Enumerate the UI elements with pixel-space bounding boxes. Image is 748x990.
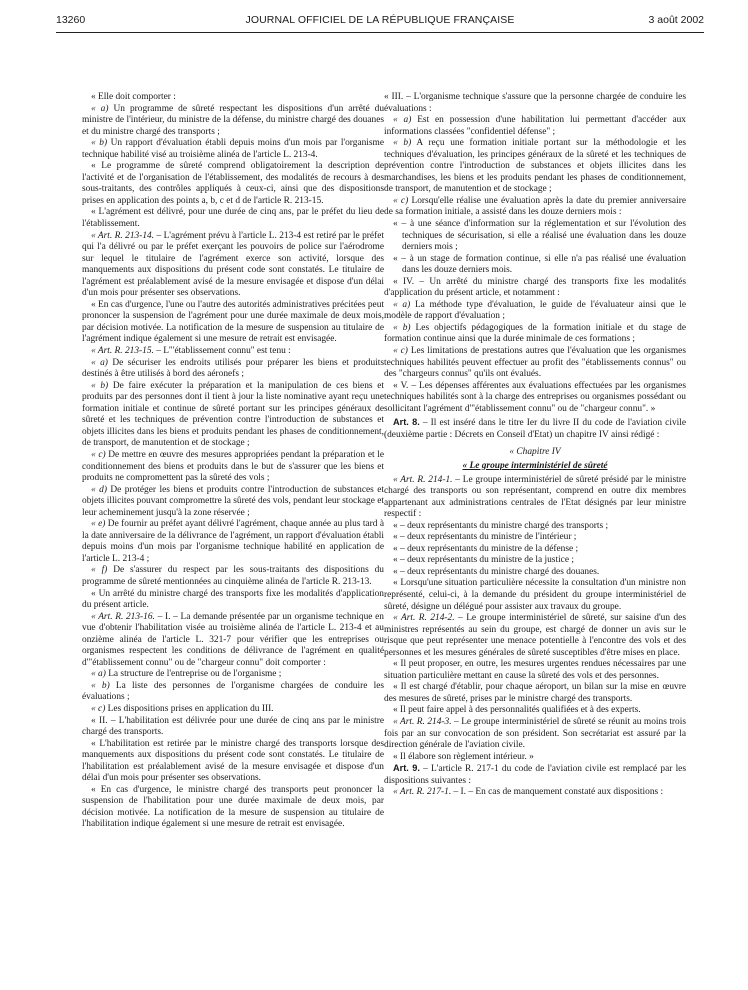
paragraph-text: A reçu une formation initiale portant sur la méthodologie et les techniques d'évaluation, les principes généraux de la sûreté et les techniques de prévention contre l'introduction de substances et objets illicites dans les marchandises, les biens et les produits pendant les phases de conditionnement, de transport, de manutention et de stockage ; [384,138,686,195]
paragraph-text: « Lorsqu'une situation particulière nécessite la consultation d'un ministre non représenté, celui-ci, à la demande du président du groupe interministériel de sûreté, désigne un délégué pour assister aux travaux du groupe. [384,578,686,612]
paragraph-text: « L'agrément est délivré, pour une durée de cinq ans, par le préfet du lieu de l'établissement. [82,207,384,230]
paragraph-text: – Le groupe interministériel de sûreté, sur saisine d'un des ministres représentés au sein du groupe, est chargé de donner un avis sur le risque que peut représenter une menace potentielle à l'encontre des vols et des personnes et les mesures générales de sûreté susceptibles d'être mises en place. [384,613,686,658]
article-reference: « Art. R. 214-3. [393,716,452,727]
paragraph-text: « – à un stage de formation continue, si elle n'a pas réalisé une évaluation dans les douze derniers mois. [393,253,686,276]
paragraph-text: « Il peut faire appel à des personnalités qualifiées et à des experts. [393,705,641,716]
article-reference: « f) [91,565,108,576]
article-reference: « b) [91,380,109,391]
paragraph-text: « En cas d'urgence, le ministre chargé des transports peut prononcer la suspension de l'habilitation pour une durée maximale de deux mois, par décision motivée. La notification de la mesure de suspension au titulaire de l'habilitation indique également si une mesure de retrait est envisagée. [82,784,384,830]
paragraph-text: – I. – En cas de manquement constaté aux dispositions : [451,787,664,798]
paragraph-text: Les dispositions prises en application du III. [105,703,274,714]
article-reference: « b) [91,680,110,691]
article-reference: « c) [91,449,106,460]
paragraph-text: « Il élabore son règlement intérieur. » [393,751,534,762]
article-reference: « b) [393,322,411,333]
paragraph [384,555,686,567]
paragraph [384,219,686,254]
paragraph-text: De faire exécuter la préparation et la manipulation de ces biens et produits par des personnes dont il tient à jour la liste nominative ayant reçu une formation initiale et continue de sûreté portant sur les principes généraux de sûreté et les techniques de prévention contre l'introduction de substances et objets illicites dans les biens et produits pendant les phases de conditionnement, de transport, de manutention et de stockage ; [82,380,384,449]
paragraph-text: « L'habilitation est retirée par le ministre chargé des transports lorsque des manquements aux dispositions du présent code sont constatés. Le titulaire de l'habilitation est préalablement avisé de la mesure envisagée et dispose d'un délai d'un mois pour présenter ses observations. [82,738,384,784]
paragraph-text: – L'"établissement connu" est tenu : [153,346,291,357]
paragraph-text: « – deux représentants du ministre chargé des transports ; [393,520,609,531]
paragraph [384,346,686,381]
paragraph-text: « III. – L'organisme technique s'assure que la personne chargée de conduire les évaluations : [384,92,686,114]
article-reference: « a) [91,357,108,368]
article-reference: « e) [91,519,106,530]
paragraph-text: « En cas d'urgence, l'une ou l'autre des autorités administratives précitées peut prononcer la suspension de l'agrément pour une durée maximale de deux mois, par décision motivée. La notification de la mesure de suspension au titulaire de l'agrément indique également si une mesure de retrait est envisagée. [82,299,384,345]
page-number: 13260 [56,14,86,26]
paragraph-text: – Il est inséré dans le titre Ier du livre II du code de l'aviation civile (deuxième partie : Décrets en Conseil d'Etat) un chapitre IV ainsi rédigé : [384,418,686,440]
paragraph [82,92,384,104]
paragraph [384,613,686,659]
paragraph [82,785,384,831]
paragraph-text: « Un arrêté du ministre chargé des transports fixe les modalités d'application du présent article. [82,588,384,611]
paragraph [384,682,686,705]
chapter-heading: « Chapitre IV [509,447,561,458]
paragraph [82,681,384,704]
paragraph [384,300,686,323]
paragraph [82,207,384,230]
paragraph [384,659,686,682]
paragraph-text: « Elle doit comporter : [91,92,176,102]
paragraph-text: « IV. – Un arrêté du ministre chargé des transports fixe les modalités d'application du présent article, et notamment : [384,276,686,299]
journal-title: JOURNAL OFFICIEL DE LA RÉPUBLIQUE FRANÇAISE [245,14,515,26]
paragraph [384,717,686,752]
paragraph [82,161,384,207]
paragraph [384,417,686,441]
paragraph [82,565,384,588]
paragraph [82,716,384,739]
paragraph-text: La structure de l'entreprise ou de l'organisme ; [105,669,282,680]
article-reference: « c) [393,195,409,206]
paragraph [82,612,384,670]
paragraph [384,763,686,787]
publication-date: 3 août 2002 [648,14,704,26]
paragraph [384,544,686,556]
paragraph-text: De sécuriser les endroits utilisés pour préparer les biens et produits destinés à être utilisés à bord des aéronefs ; [82,357,384,380]
paragraph-text: – I. – La demande présentée par un organisme technique en vue d'obtenir l'habilitation visée au troisième alinéa de l'article L. 213-4 et au onzième alinéa de l'article L. 321-7 pour vérifier que les entreprises ou organismes respectent les conditions de délivrance de l'agrément en qualité d'"établissement connu" ou de "chargeur connu" doit comporter : [82,611,384,668]
article-reference: « Art. R. 213-14. [91,230,155,241]
paragraph [82,104,384,139]
paragraph [82,704,384,716]
paragraph [384,567,686,579]
paragraph [384,578,686,613]
paragraph-text: « Le programme de sûreté comprend obligatoirement la description de l'activité et de l'organisation de l'établissement, des modalités de recours à des sous-traitants, des contrôles appliqués à ceux-ci, ainsi que des dispositions prises en application des points a, b, c et d de l'article R. 213-15. [82,161,384,206]
paragraph [82,358,384,381]
paragraph [384,254,686,277]
paragraph [82,450,384,485]
paragraph-text: « II. – L'habilitation est délivrée pour une durée de cinq ans par le ministre chargé des transports. [82,715,384,738]
paragraph-text: Est en possession d'une habilitation lui permettant d'accéder aux informations classées "confidentiel défense" ; [384,115,686,137]
paragraph-text: « – deux représentants du ministre chargé des douanes. [393,566,600,577]
paragraph-text: Les limitations de prestations autres que l'évaluation que les organismes techniques habilités peuvent effectuer au profit des "établissements connus" ou des "chargeurs connus" qu'ils ont évalués. [384,346,686,380]
chapter-title [384,461,686,473]
article-reference: « a) [91,103,109,114]
paragraph [384,196,686,219]
paragraph [384,787,686,799]
article-reference: « Art. R. 213-15. [91,346,154,357]
paragraph-text: Un programme de sûreté respectant les dispositions d'un arrêté du ministre de l'intérieur, du ministre de la défense, du ministre chargé des douanes et du ministre chargé des transports ; [82,103,384,137]
paragraph-text: Un rapport d'évaluation établi depuis moins d'un mois par l'organisme technique habilité visé au troisième alinéa de l'article L. 213-4. [82,138,384,160]
paragraph [82,346,384,358]
paragraph [384,115,686,138]
paragraph-text: De mettre en œuvre des mesures appropriées pendant la préparation et le conditionnement des biens et produits dans le but de s'assurer que les biens et produits ne compromettent pas la sûreté des vols ; [82,449,384,484]
paragraph [82,381,384,450]
article-reference: « Art. R. 217-1. [393,787,452,798]
paragraph [82,519,384,565]
paragraph [384,277,686,300]
article-reference: « a) [393,115,412,126]
paragraph [384,92,686,115]
paragraph-text: « – deux représentants du ministre de la défense ; [393,543,579,554]
paragraph [82,485,384,520]
paragraph-text: « – deux représentants du ministre de l'intérieur ; [393,532,577,543]
paragraph [82,138,384,161]
paragraph [384,521,686,533]
paragraph [384,752,686,764]
article-reference: « Art. R. 213-16. [91,611,155,622]
paragraph-text: Lorsqu'elle réalise une évaluation après la date du premier anniversaire de sa formation initiale, a assisté dans les douze derniers mois : [384,195,686,218]
article-reference: « Art. R. 214-1. [393,474,453,485]
left-column [82,92,384,982]
article-reference: « c) [393,346,408,357]
paragraph-text: « Il est chargé d'établir, pour chaque aéroport, un bilan sur la mise en œuvre des mesures de sûreté, prises par le ministre chargé des transports. [384,682,686,704]
article-reference: « c) [91,703,106,714]
paragraph-text: « Il peut proposer, en outre, les mesures urgentes rendues nécessaires par une situation particulière mettant en cause la sûreté des vols et des personnes. [384,659,686,681]
paragraph-text: De fournir au préfet ayant délivré l'agrément, chaque année au plus tard à la date anniversaire de la délivrance de l'agrément, un rapport d'évaluation établi depuis moins d'un mois par l'organisme technique habilité en application de l'article L. 213-4 ; [82,519,384,564]
article-reference: « Art. R. 214-2. [393,613,455,624]
paragraph [384,705,686,717]
paragraph-text: – L'agrément prévu à l'article L. 213-4 est retiré par le préfet qui l'a délivré ou par le préfet exerçant les pouvoirs de police sur l'aérodrome sur lequel le titulaire de l'agrément exerce son activité, lorsque des manquements aux dispositions du présent code sont constatés. Le titulaire de l'agrément est préalablement avisé de la mesure envisagée et dispose d'un délai d'un mois pour présenter ses observations. [82,230,384,299]
article-number: Art. 9. [393,763,420,774]
paragraph-text: De protéger les biens et produits contre l'introduction de substances et objets illicites pouvant compromettre la sûreté des vols, pendant leur stockage et leur acheminement jusqu'à la zone réservée ; [82,484,384,518]
paragraph-text: De s'assurer du respect par les sous-traitants des dispositions du programme de sûreté mentionnées au cinquième alinéa de l'article R. 213-13. [82,565,384,587]
paragraph-text: « V. – Les dépenses afférentes aux évaluations effectuées par les organismes techniques habilités sont à la charge des entreprises ou organismes possédant ou sollicitant l'agrément d'"établissement connu" ou de "chargeur connu". » [384,380,686,414]
paragraph-text: La méthode type d'évaluation, le guide de l'évaluateur ainsi que le modèle de rapport d'évaluation ; [384,299,686,322]
article-reference: « a) [393,299,411,310]
article-number: Art. 8. [393,417,420,428]
article-reference: « d) [91,484,107,495]
paragraph [82,589,384,612]
article-reference: « b) [393,138,412,149]
paragraph [82,739,384,785]
paragraph-text: « – deux représentants du ministre de la justice ; [393,555,574,566]
page-header [56,14,704,30]
chapter-title-text: « Le groupe interministériel de sûreté [462,460,608,471]
header-rule [56,32,704,33]
right-column [384,92,686,982]
paragraph-text: « – à une séance d'information sur la réglementation et sur l'évolution des techniques de sécurisation, si elle a réalisé une évaluation dans les douze derniers mois ; [393,219,686,253]
paragraph-text: – Le groupe interministériel de sûreté se réunit au moins trois fois par an sur convocation de son président. Son secrétariat est assuré par la direction générale de l'aviation civile. [384,716,686,751]
paragraph [82,231,384,300]
paragraph-text: – L'article R. 217-1 du code de l'aviation civile est remplacé par les dispositions suivantes : [384,764,686,786]
article-reference: « b) [91,138,108,149]
paragraph [384,381,686,416]
paragraph [384,475,686,521]
article-reference: « a) [91,669,106,680]
paragraph-text: – Le groupe interministériel de sûreté présidé par le ministre chargé des transports ou son représentant, comprend en outre dix membres appartenant aux administrations centrales de l'Etat désignés par leur ministre respectif : [384,474,686,520]
paragraph-text: La liste des personnes de l'organisme chargées de conduire les évaluations ; [82,680,384,703]
paragraph [384,138,686,196]
paragraph [384,323,686,346]
paragraph [82,300,384,346]
paragraph-text: Les objectifs pédagogiques de la formation initiale et du stage de formation continue ainsi que la durée minimale de ces formations ; [384,322,686,345]
paragraph [82,669,384,681]
paragraph [384,532,686,544]
